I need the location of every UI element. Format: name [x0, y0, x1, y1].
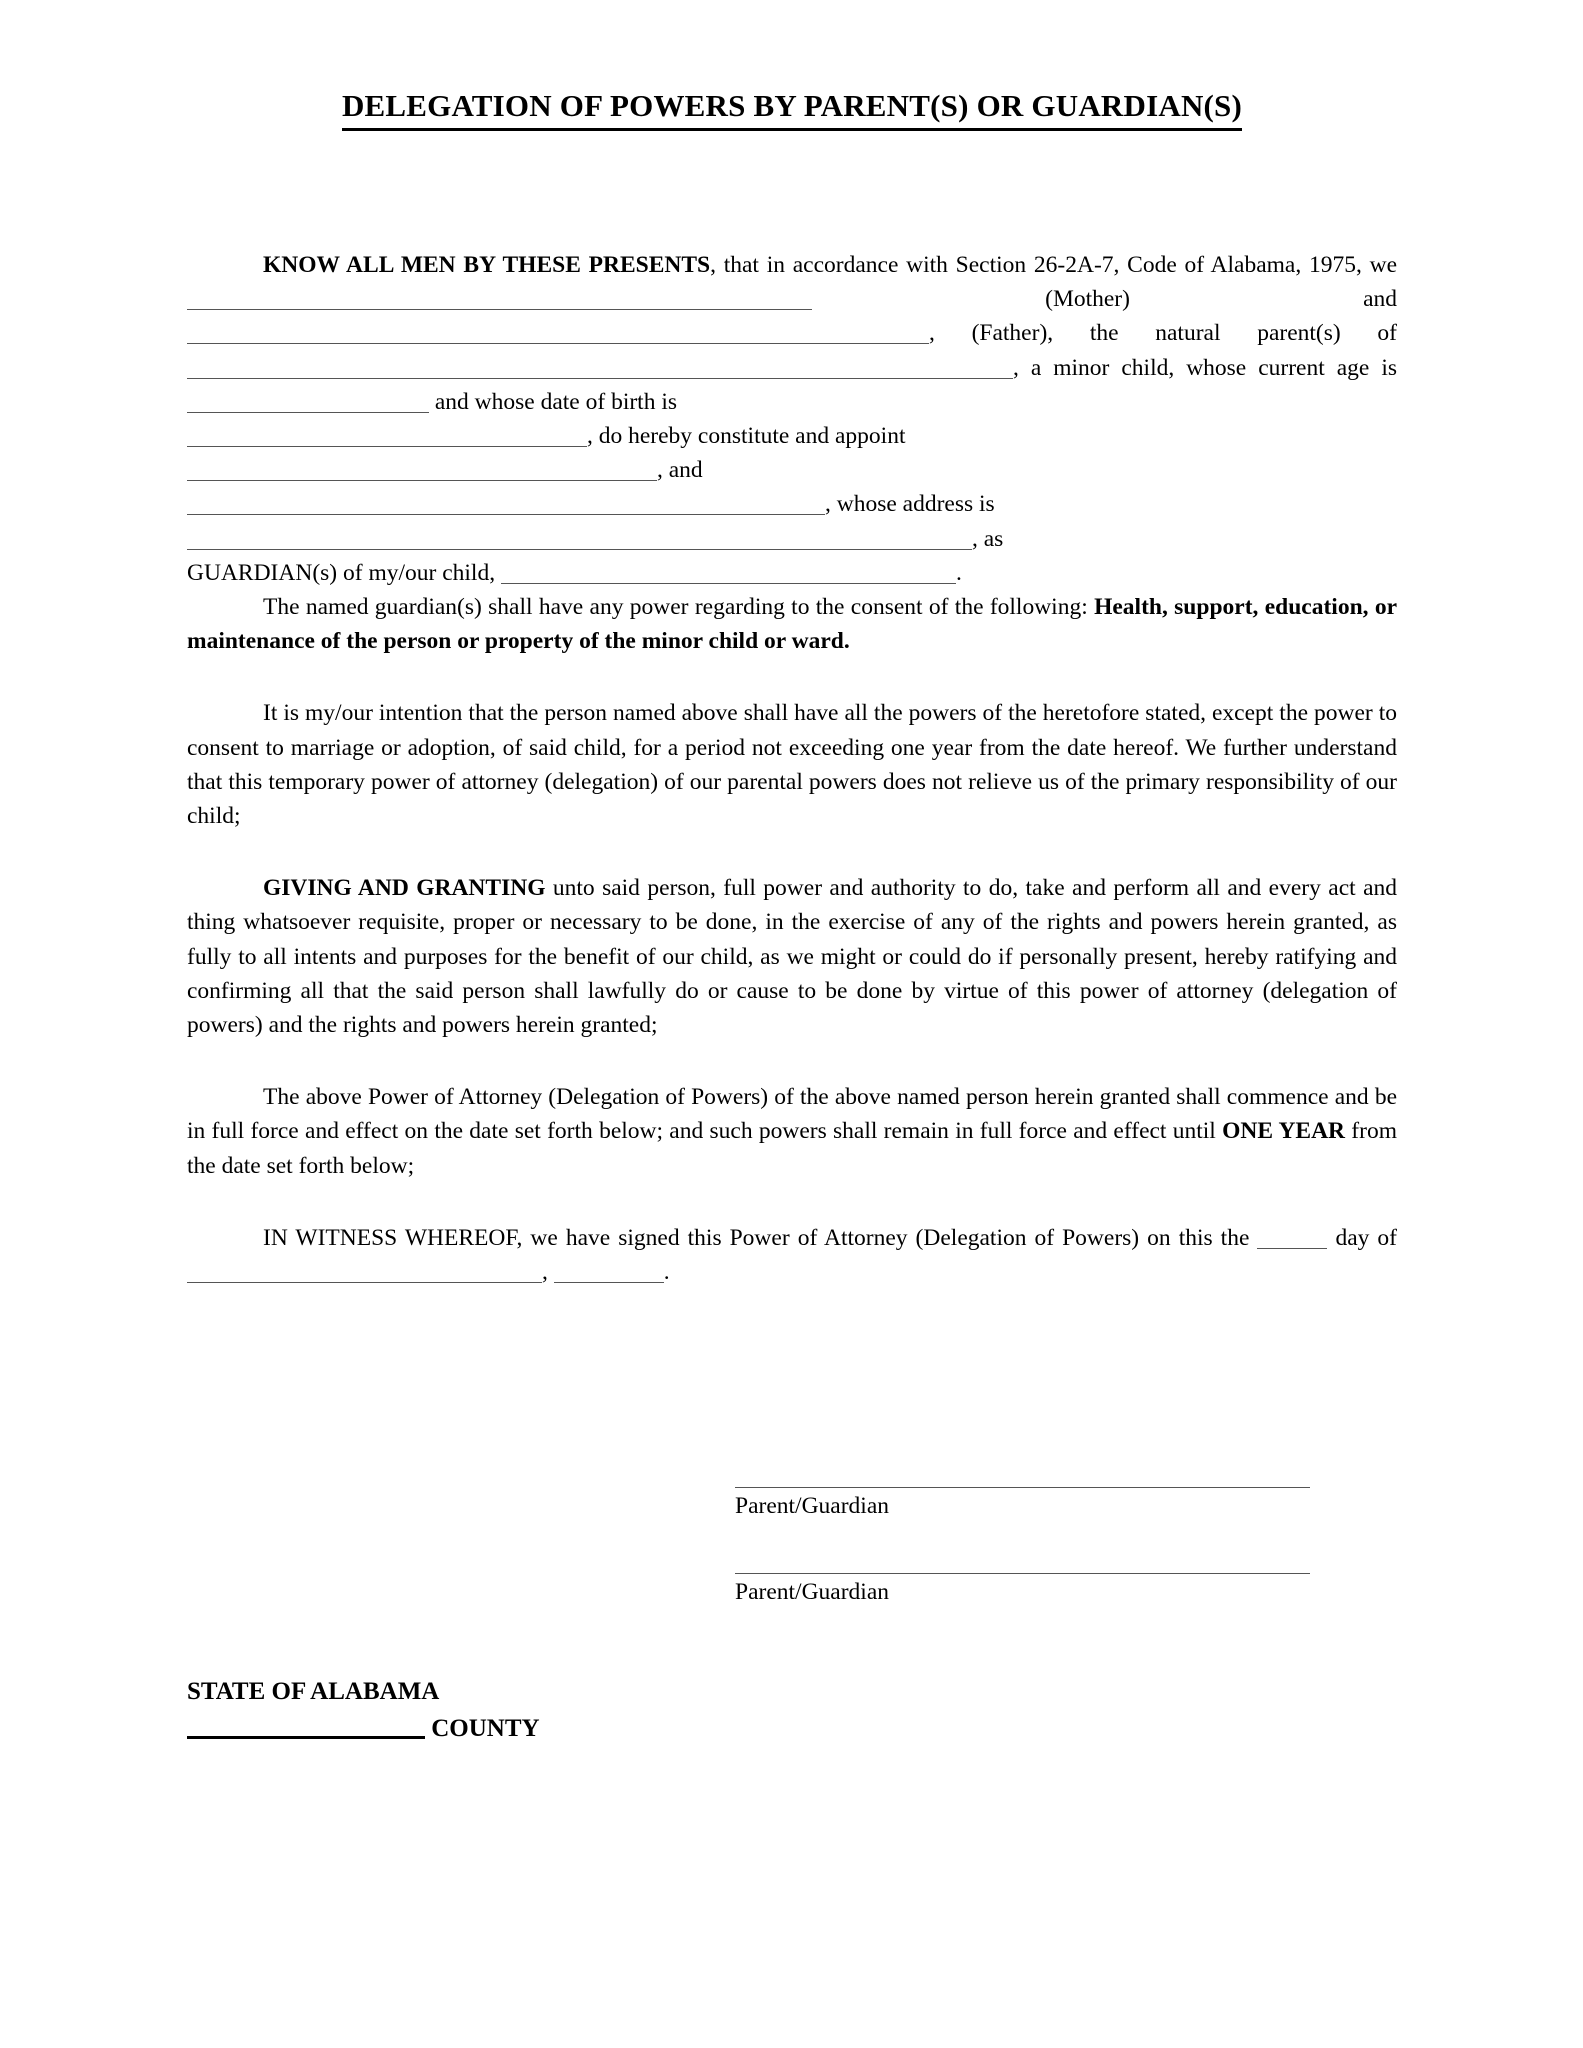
- blank-year[interactable]: [554, 1260, 664, 1283]
- signature-spacer: [735, 1521, 1310, 1573]
- witness-text-3: ,: [542, 1259, 554, 1286]
- opening-text-1: , that in accordance with Section 26-2A-7, Code of Alabama, 1975, we: [710, 252, 1398, 278]
- row-appointee-two: [187, 487, 1397, 521]
- know-all-men-lead: KNOW ALL MEN BY THESE PRESENTS: [263, 252, 711, 278]
- powers-sentence: The named guardian(s) shall have any power regarding to the consent of the following:: [263, 594, 1088, 621]
- blank-day[interactable]: [1257, 1226, 1327, 1249]
- blank-child-name[interactable]: [501, 561, 956, 584]
- opening-text-5: and whose date of birth is: [429, 388, 678, 415]
- blank-county[interactable]: [187, 1716, 425, 1739]
- signature-line-1[interactable]: [735, 1487, 1310, 1488]
- giving-granting-lead: GIVING AND GRANTING: [263, 875, 546, 902]
- witness-text-4: .: [663, 1259, 670, 1286]
- state-of-alabama-line: STATE OF ALABAMA: [187, 1678, 440, 1705]
- paragraph-powers-consent: [187, 590, 1397, 658]
- page-title: [187, 86, 1397, 131]
- witness-text-2: day of: [1327, 1224, 1397, 1251]
- blank-month[interactable]: [187, 1260, 542, 1283]
- paragraph-giving-granting: [187, 871, 1397, 1042]
- witness-text-1: IN WITNESS WHEREOF, we have signed this Power of Attorney (Delegation of Powers) on this the: [263, 1224, 1258, 1251]
- commencement-text-2: from the date set forth below;: [187, 1118, 1397, 1179]
- spacer-after-commencement: [187, 1183, 1397, 1221]
- paragraph-intention: It is my/our intention that the person named above shall have all the powers of the heretofore stated, except the power to consent to marriage or adoption, of said child, for a period not exceeding one year from the date hereof. We further understand that this temporary power of attorney (delegation) of our parental powers does not relieve us of the primary responsibility of our child;: [187, 700, 1397, 830]
- blank-appointee-one[interactable]: [187, 458, 657, 481]
- blank-minor-child-name[interactable]: [187, 356, 1013, 379]
- opening-text-4: , a minor child, whose current age is: [1013, 354, 1397, 381]
- spacer-after-powers: [187, 658, 1397, 696]
- blank-child-age[interactable]: [187, 390, 429, 413]
- row-appointee-one: [187, 453, 1397, 487]
- opening-text-10: GUARDIAN(s) of my/our child,: [187, 559, 501, 586]
- opening-text-8: , whose address is: [825, 491, 995, 518]
- spacer-after-granting: [187, 1042, 1397, 1080]
- opening-text-7: , and: [657, 457, 703, 484]
- paragraph-witness-whereof: [187, 1221, 1397, 1289]
- blank-appointee-two[interactable]: [187, 492, 825, 515]
- commencement-emphasis: ONE YEAR: [1222, 1118, 1346, 1145]
- powers-bold-list: Health, support, education, or maintenance of the person or property of the minor child or ward.: [187, 594, 1398, 655]
- signature-label-1: Parent/Guardian: [735, 1493, 890, 1519]
- blank-father-name[interactable]: [187, 321, 929, 344]
- blank-mother-name[interactable]: [187, 287, 812, 310]
- spacer-after-intention: [187, 833, 1397, 871]
- opening-text-2: (Mother) and: [812, 286, 1397, 313]
- document-body: [187, 248, 1397, 1289]
- opening-text-9: , as: [972, 525, 1004, 552]
- row-date-of-birth: [187, 419, 1397, 453]
- row-guardian-of-child: [187, 556, 1397, 590]
- page-title-text: DELEGATION OF POWERS BY PARENT(S) OR GUARDIAN(S): [342, 86, 1242, 131]
- signature-area: [735, 1487, 1310, 1607]
- commencement-text-1: The above Power of Attorney (Delegation of Powers) of the above named person herein granted shall commence and be in full force and effect on the date set forth below; and such powers shall remain in full force and effect until: [187, 1084, 1397, 1145]
- signature-label-2: Parent/Guardian: [735, 1579, 890, 1605]
- paragraph-commencement: [187, 1080, 1397, 1183]
- blank-guardian-address[interactable]: [187, 527, 972, 550]
- county-label: COUNTY: [431, 1715, 540, 1742]
- giving-granting-text: unto said person, full power and authority to do, take and perform all and every act and thing whatsoever requisite, proper or necessary to be done, in the exercise of any of the rights and powers herein granted, as fully to all intents and purposes for the benefit of our child, as we might or could do if personally present, hereby ratifying and confirming all that the said person shall lawfully do or cause to be done by virtue of this power of attorney (delegation of powers) and the rights and powers herein granted;: [187, 875, 1397, 1039]
- opening-text-3: , (Father), the natural parent(s) of: [929, 320, 1397, 347]
- blank-date-of-birth[interactable]: [187, 424, 587, 447]
- county-line: [187, 1710, 540, 1747]
- paragraph-know-all-men: [187, 248, 1397, 419]
- row-address: [187, 522, 1397, 556]
- opening-text-11: .: [955, 559, 962, 586]
- signature-line-2[interactable]: [735, 1573, 1310, 1574]
- state-county-block: [187, 1673, 540, 1747]
- opening-text-6: , do hereby constitute and appoint: [587, 423, 906, 450]
